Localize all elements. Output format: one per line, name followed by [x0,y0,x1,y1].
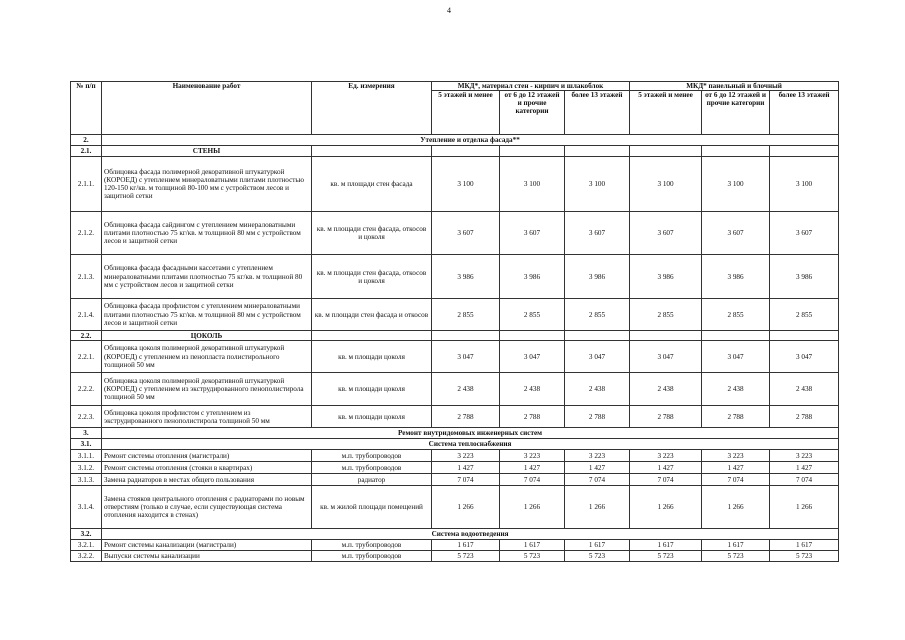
price-value: 3 100 [770,157,839,212]
price-value: 7 074 [702,474,770,486]
price-value: 7 074 [565,474,630,486]
empty-cell [702,331,770,341]
table-row [71,450,839,462]
unit-of-measure: кв. м жилой площади помещений [312,486,432,529]
price-value: 2 438 [630,373,702,406]
section-title: Ремонт внутридомовых инженерных систем [102,428,839,439]
work-name: Облицовка фасада профлистом с утеплением минераловатными плитами плотностью 75 кг/кв. м толщиной 80 мм с устройством лесов и защитной сетки [102,299,312,331]
empty-cell [500,331,565,341]
price-value: 3 223 [500,450,565,462]
price-value: 1 617 [432,540,500,551]
unit-of-measure: кв. м площади цоколя [312,406,432,428]
table-row [71,299,839,331]
work-name: Облицовка фасада сайдингом с утеплением минераловатными плитами плотностью 75 кг/кв. м толщиной 80 мм с устройством лесов и защитной сетки [102,212,312,255]
price-value: 2 788 [702,406,770,428]
price-value: 2 788 [630,406,702,428]
table-row [71,157,839,212]
empty-cell [312,146,432,157]
price-value: 3 100 [702,157,770,212]
empty-cell [432,146,500,157]
price-value: 1 617 [630,540,702,551]
price-value: 1 617 [702,540,770,551]
price-value: 3 607 [770,212,839,255]
work-name: Облицовка фасада фасадными кассетами с утеплением минераловатными плитами плотностью 75 кг/кв. м толщиной 80 мм с устройством лесов и защитной сетки [102,255,312,299]
price-value: 5 723 [702,551,770,562]
empty-cell [500,146,565,157]
price-value: 3 607 [500,212,565,255]
empty-cell [770,146,839,157]
price-value: 2 438 [702,373,770,406]
unit-of-measure: радиатор [312,474,432,486]
unit-of-measure: м.п. трубопроводов [312,462,432,474]
price-value: 2 855 [565,299,630,331]
row-number: 2.1.1. [71,157,102,212]
price-value: 2 438 [770,373,839,406]
section-title: Система водоотведения [102,529,839,540]
price-value: 3 223 [432,450,500,462]
price-value: 3 047 [565,341,630,373]
price-value: 7 074 [630,474,702,486]
price-value: 2 855 [432,299,500,331]
table-row [71,255,839,299]
table-row [71,406,839,428]
row-number: 3. [71,428,102,439]
price-value: 3 047 [702,341,770,373]
table-row [71,551,839,562]
empty-cell [770,331,839,341]
header-sub: 5 этажей и менее [432,91,500,135]
header-number: № п/п [71,82,102,135]
price-value: 3 986 [432,255,500,299]
row-number: 2.2. [71,331,102,341]
row-number: 2.2.2. [71,373,102,406]
row-number: 3.2.2. [71,551,102,562]
header-unit: Ед. измерения [312,82,432,135]
work-name: Облицовка фасада полимерной декоративной штукатуркой (КОРОЕД) с утеплением минераловатными плитами плотностью 120-150 кг/кв. м толщиной 80-100 мм с устройством лесов и защитной сетки [102,157,312,212]
rates-table [70,81,839,562]
price-value: 7 074 [770,474,839,486]
price-value: 3 223 [770,450,839,462]
header-sub: от 6 до 12 этажей и прочие категории [702,91,770,135]
table-row [71,462,839,474]
price-value: 2 438 [500,373,565,406]
section-row [71,529,839,540]
price-value: 2 855 [770,299,839,331]
price-value: 1 427 [565,462,630,474]
price-value: 3 986 [702,255,770,299]
price-value: 5 723 [432,551,500,562]
price-value: 3 223 [565,450,630,462]
unit-of-measure: м.п. трубопроводов [312,540,432,551]
work-name: Выпуски системы канализации [102,551,312,562]
price-value: 2 788 [565,406,630,428]
unit-of-measure: кв. м площади стен фасада и откосов [312,299,432,331]
row-number: 2.1.2. [71,212,102,255]
section-row [71,331,839,341]
price-value: 3 986 [630,255,702,299]
empty-cell [565,331,630,341]
rates-table-sheet [70,81,839,562]
work-name: Замена стояков центрального отопления с радиаторами по новым отверстиям (только в случае, если существующая система отопления находится в стенах) [102,486,312,529]
price-value: 1 266 [630,486,702,529]
price-value: 1 427 [432,462,500,474]
empty-cell [565,146,630,157]
table-row [71,540,839,551]
work-name: Облицовка цоколя профлистом с утеплением из экструдированного пенополистирола толщиной 50 мм [102,406,312,428]
table-row [71,212,839,255]
price-value: 1 427 [500,462,565,474]
row-number: 3.1. [71,439,102,450]
price-value: 3 607 [630,212,702,255]
row-number: 2.1.4. [71,299,102,331]
price-value: 3 100 [500,157,565,212]
price-value: 3 223 [630,450,702,462]
row-number: 2.2.1. [71,341,102,373]
subsection-title: СТЕНЫ [102,146,312,157]
price-value: 3 047 [432,341,500,373]
unit-of-measure: кв. м площади цоколя [312,341,432,373]
price-value: 1 617 [770,540,839,551]
table-row [71,373,839,406]
empty-cell [630,146,702,157]
price-value: 3 607 [702,212,770,255]
work-name: Ремонт системы канализации (магистрали) [102,540,312,551]
table-row [71,474,839,486]
table-body [71,135,839,562]
price-value: 1 427 [702,462,770,474]
price-value: 5 723 [565,551,630,562]
empty-cell [432,331,500,341]
price-value: 2 438 [565,373,630,406]
price-value: 7 074 [500,474,565,486]
section-row [71,428,839,439]
price-value: 5 723 [770,551,839,562]
price-value: 1 266 [500,486,565,529]
row-number: 3.1.4. [71,486,102,529]
unit-of-measure: кв. м площади стен фасада, откосов и цоколя [312,255,432,299]
price-value: 1 427 [630,462,702,474]
work-name: Замена радиаторов в местах общего пользования [102,474,312,486]
price-value: 5 723 [630,551,702,562]
price-value: 3 100 [432,157,500,212]
work-name: Ремонт системы отопления (стояки в квартирах) [102,462,312,474]
price-value: 1 266 [770,486,839,529]
price-value: 3 986 [565,255,630,299]
row-number: 2.1.3. [71,255,102,299]
price-value: 2 788 [770,406,839,428]
header-group-brick: МКД*, материал стен - кирпич и шлакоблок [432,82,630,91]
price-value: 3 047 [630,341,702,373]
section-title: Система теплоснабжения [102,439,839,450]
row-number: 3.1.1. [71,450,102,462]
price-value: 1 266 [565,486,630,529]
section-row [71,135,839,146]
empty-cell [312,331,432,341]
section-row [71,146,839,157]
price-value: 2 855 [630,299,702,331]
row-number: 2. [71,135,102,146]
price-value: 3 100 [630,157,702,212]
price-value: 7 074 [432,474,500,486]
price-value: 2 788 [500,406,565,428]
work-name: Облицовка цоколя полимерной декоративной штукатуркой (КОРОЕД) с утеплением из экструдированного пенополистирола толщиной 50 мм [102,373,312,406]
row-number: 3.1.3. [71,474,102,486]
section-row [71,439,839,450]
header-work-name: Наименование работ [102,82,312,135]
empty-cell [702,146,770,157]
header-sub: от 6 до 12 этажей и прочие категории [500,91,565,135]
price-value: 3 223 [702,450,770,462]
unit-of-measure: м.п. трубопроводов [312,450,432,462]
row-number: 3.1.2. [71,462,102,474]
header-sub: более 13 этажей [565,91,630,135]
price-value: 3 100 [565,157,630,212]
work-name: Ремонт системы отопления (магистрали) [102,450,312,462]
row-number: 3.2. [71,529,102,540]
table-row [71,341,839,373]
price-value: 2 855 [500,299,565,331]
subsection-title: ЦОКОЛЬ [102,331,312,341]
price-value: 1 617 [500,540,565,551]
table-header [71,82,839,135]
header-sub: более 13 этажей [770,91,839,135]
empty-cell [630,331,702,341]
row-number: 2.1. [71,146,102,157]
unit-of-measure: кв. м площади цоколя [312,373,432,406]
price-value: 1 266 [432,486,500,529]
price-value: 3 607 [565,212,630,255]
price-value: 3 047 [500,341,565,373]
price-value: 2 788 [432,406,500,428]
row-number: 3.2.1. [71,540,102,551]
price-value: 3 607 [432,212,500,255]
price-value: 2 438 [432,373,500,406]
unit-of-measure: м.п. трубопроводов [312,551,432,562]
price-value: 1 427 [770,462,839,474]
price-value: 3 986 [500,255,565,299]
price-value: 3 986 [770,255,839,299]
header-sub: 5 этажей и менее [630,91,702,135]
price-value: 1 266 [702,486,770,529]
price-value: 5 723 [500,551,565,562]
price-value: 3 047 [770,341,839,373]
section-title: Утепление и отделка фасада** [102,135,839,146]
unit-of-measure: кв. м площади стен фасада [312,157,432,212]
page-number: 4 [447,6,451,15]
row-number: 2.2.3. [71,406,102,428]
price-value: 2 855 [702,299,770,331]
header-group-panel: МКД* панельный и блочный [630,82,839,91]
table-row [71,486,839,529]
unit-of-measure: кв. м площади стен фасада, откосов и цоколя [312,212,432,255]
price-value: 1 617 [565,540,630,551]
work-name: Облицовка цоколя полимерной декоративной штукатуркой (КОРОЕД) с утеплением из пенопласта полистирольного толщиной 50 мм [102,341,312,373]
